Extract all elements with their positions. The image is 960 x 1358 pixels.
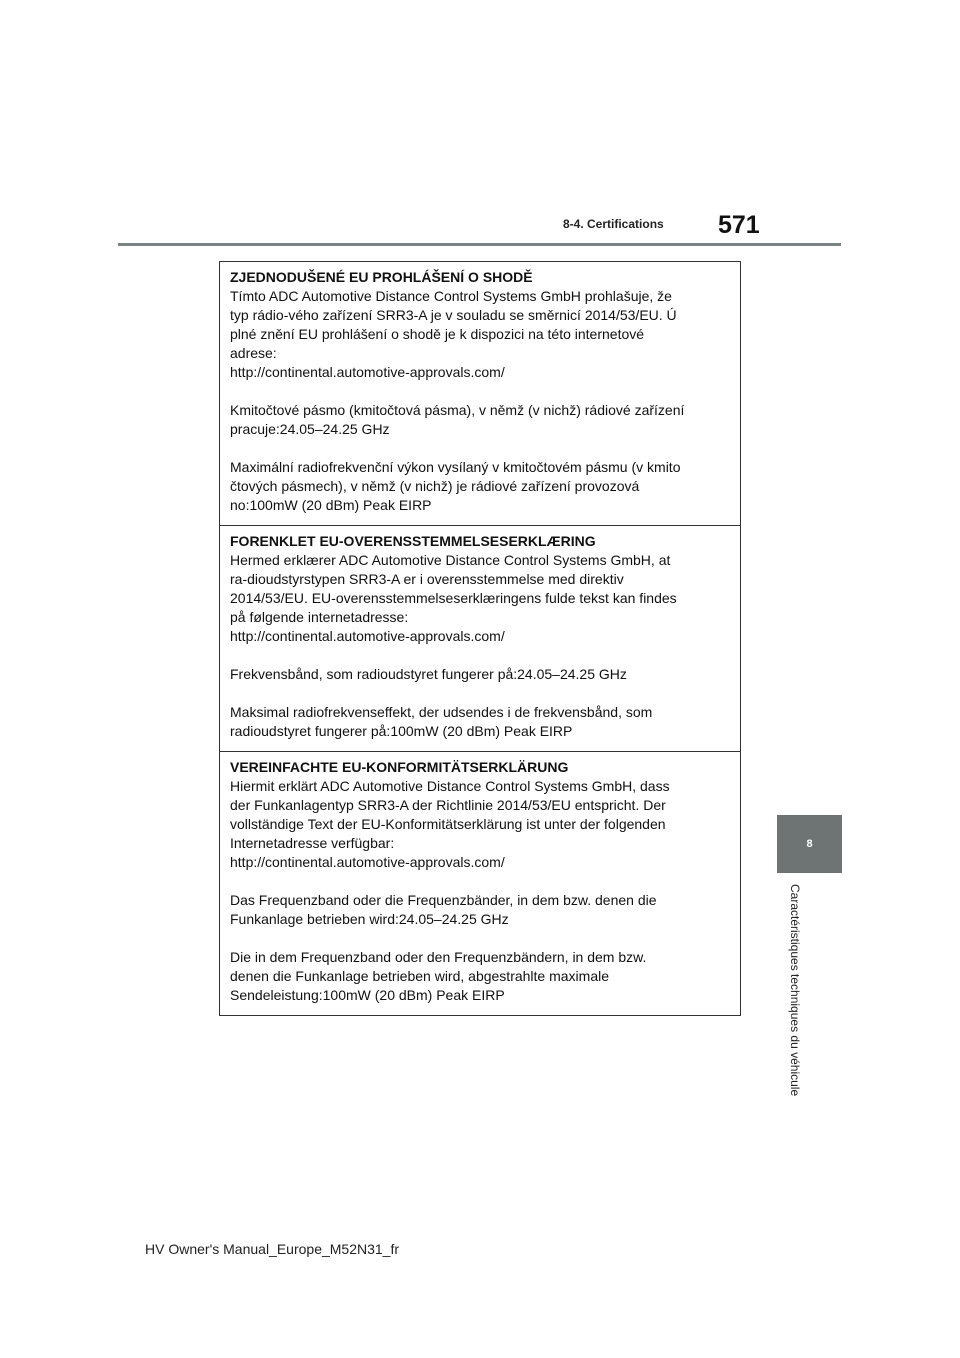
cert-paragraph: Hermed erklærer ADC Automotive Distance Control Systems GmbH, at ra-dioudstyrstypen SRR3-A er i overensstemmelse med direktiv 2014/53/EU. EU-overensstemmelseserklæringens fulde tekst kan findes på følgende internetadresse: http://continental.automotive-approvals.com/ (230, 552, 677, 644)
cert-section-danish (220, 526, 740, 752)
cert-paragraph: Die in dem Frequenzband oder den Frequenzbändern, in dem bzw. denen die Funkanlage betrieben wird, abgestrahlte maximale Sendeleistung:100mW (20 dBm) Peak EIRP (230, 949, 647, 1003)
cert-paragraph: Das Frequenzband oder die Frequenzbänder, in dem bzw. denen die Funkanlage betrieben wird:24.05–24.25 GHz (230, 892, 657, 927)
page-number: 571 (718, 211, 760, 239)
chapter-side-title: Caractéristiques techniques du véhicule (788, 884, 802, 1097)
cert-paragraph: Tímto ADC Automotive Distance Control Systems GmbH prohlašuje, že typ rádio-vého zařízení SRR3-A je v souladu se směrnicí 2014/53/EU. Ú plné znění EU prohlášení o shodě je k dispozici na této internetové adrese: http://continental.automotive-approvals.com/ (230, 288, 677, 380)
cert-paragraph: Maximální radiofrekvenční výkon vysílaný v kmitočtovém pásmu (v kmito čtových pásmech), v němž (v nichž) je rádiové zařízení provozová no:100mW (20 dBm) Peak EIRP (230, 459, 681, 513)
cert-paragraph: Hiermit erklärt ADC Automotive Distance Control Systems GmbH, dass der Funkanlagentyp SRR3-A der Richtlinie 2014/53/EU entspricht. Der vollständige Text der EU-Konformitätserklärung ist unter der folgenden Internetadresse verfügbar: http://continental.automotive-approvals.com/ (230, 778, 670, 870)
section-label: 8-4. Certifications (563, 217, 664, 231)
certification-box (219, 261, 741, 1016)
cert-heading: ZJEDNODUŠENÉ EU PROHLÁŠENÍ O SHODĚ (230, 269, 533, 285)
cert-section-german (220, 752, 740, 1015)
chapter-tab (777, 815, 842, 873)
header-divider (118, 243, 841, 246)
chapter-number: 8 (806, 838, 813, 850)
cert-paragraph: Frekvensbånd, som radioudstyret fungerer på:24.05–24.25 GHz (230, 666, 627, 682)
cert-section-czech (220, 262, 740, 526)
footer-manual-id: HV Owner's Manual_Europe_M52N31_fr (145, 1241, 400, 1257)
cert-heading: FORENKLET EU-OVERENSSTEMMELSESERKLÆRING (230, 533, 596, 549)
cert-paragraph: Kmitočtové pásmo (kmitočtová pásma), v němž (v nichž) rádiové zařízení pracuje:24.05–24.25 GHz (230, 402, 685, 437)
cert-paragraph: Maksimal radiofrekvenseffekt, der udsendes i de frekvensbånd, som radioudstyret fungerer på:100mW (20 dBm) Peak EIRP (230, 704, 653, 739)
cert-heading: VEREINFACHTE EU-KONFORMITÄTSERKLÄRUNG (230, 759, 569, 775)
